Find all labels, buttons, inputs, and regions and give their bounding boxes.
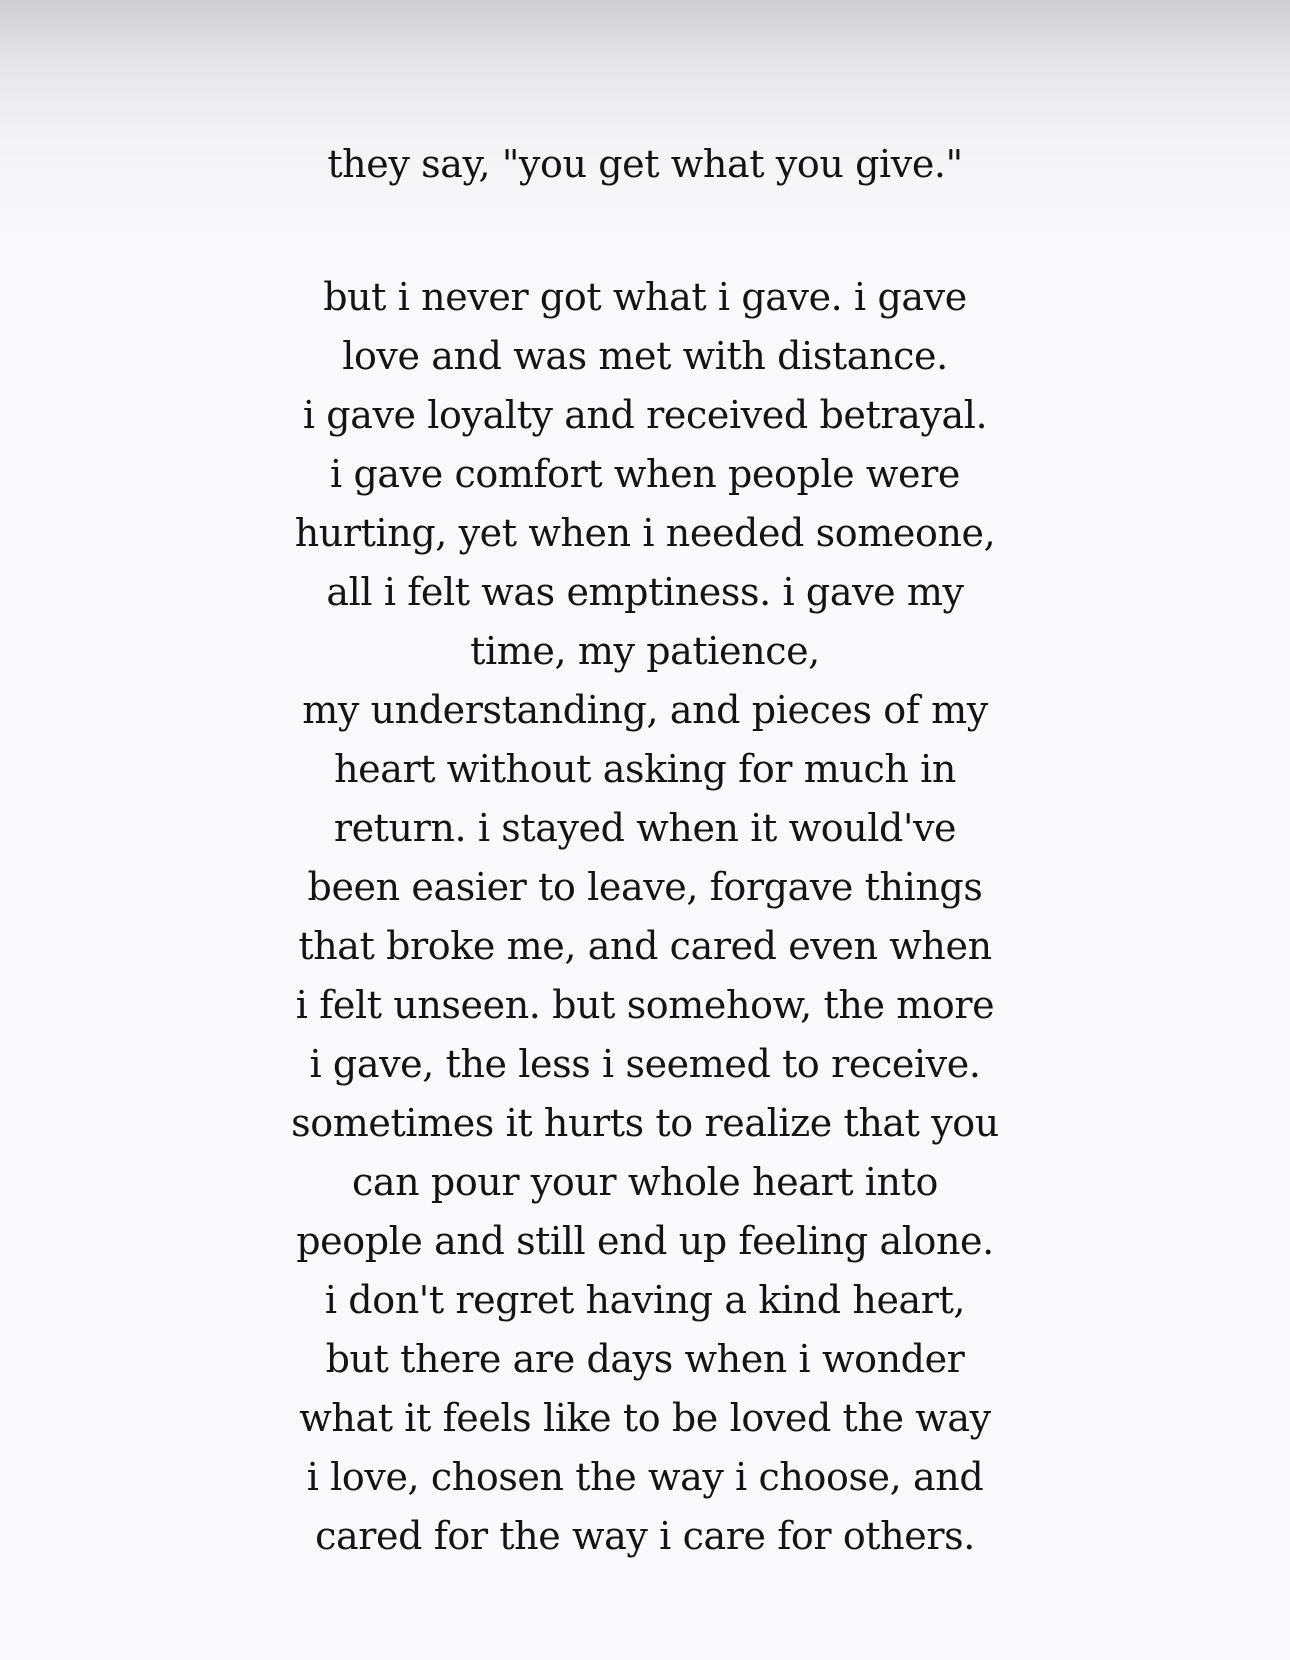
- poem-line: i don't regret having a kind heart,: [324, 1278, 966, 1322]
- poem-line: heart without asking for much in: [334, 747, 956, 791]
- poem-line: that broke me, and cared even when: [298, 924, 992, 968]
- poem-line: but i never got what i gave. i gave: [323, 275, 967, 319]
- poem-body: [0, 268, 1290, 1566]
- poem-line: my understanding, and pieces of my: [302, 688, 988, 732]
- poem-line: cared for the way i care for others.: [315, 1514, 975, 1558]
- poem-line: people and still end up feeling alone.: [296, 1219, 994, 1263]
- poem-line: can pour your whole heart into: [352, 1160, 938, 1204]
- poem-line: i felt unseen. but somehow, the more: [295, 983, 995, 1027]
- poem-line: love and was met with distance.: [342, 334, 948, 378]
- poem-line: i gave comfort when people were: [330, 452, 960, 496]
- poem-line: hurting, yet when i needed someone,: [294, 511, 996, 555]
- poem-text-block: [0, 135, 1290, 1566]
- poem-line: all i felt was emptiness. i gave my: [326, 570, 964, 614]
- poem-opening-line: they say, "you get what you give.": [327, 142, 963, 186]
- poem-line: i love, chosen the way i choose, and: [306, 1455, 984, 1499]
- poem-line: return. i stayed when it would've: [333, 806, 957, 850]
- poem-line: time, my patience,: [470, 629, 820, 673]
- poem-line: what it feels like to be loved the way: [299, 1396, 991, 1440]
- poem-line: sometimes it hurts to realize that you: [291, 1101, 999, 1145]
- poem-line: i gave, the less i seemed to receive.: [309, 1042, 981, 1086]
- poem-line: i gave loyalty and received betrayal.: [302, 393, 988, 437]
- poem-line: been easier to leave, forgave things: [307, 865, 983, 909]
- poem-line: but there are days when i wonder: [325, 1337, 965, 1381]
